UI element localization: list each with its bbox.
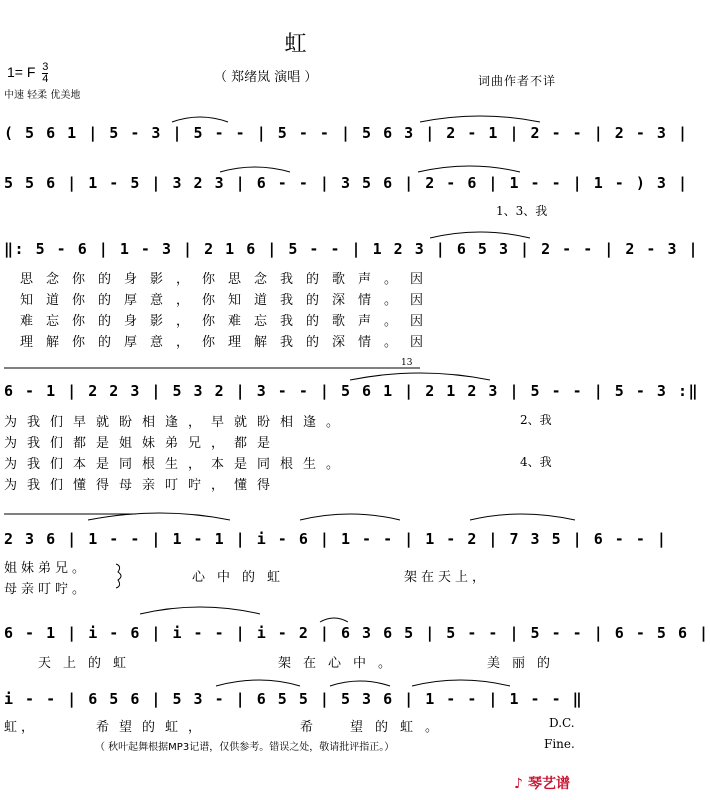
lyrics-a-3: 难忘你的身影，你难忘我的歌声。因 [20,314,437,329]
lyrics-c-right-1: 心中的虹 [192,570,293,585]
tie-4 [418,166,520,172]
tie-6 [300,514,400,520]
credit-line: 词曲作者不详 [478,74,557,88]
logo-text: 琴艺谱 [528,776,571,792]
lyrics-c-1: 姐妹弟兄。 [4,561,90,576]
tie-2 [420,116,540,122]
tempo-marking: 中速 轻柔 优美地 [4,90,81,101]
tie-3 [220,167,290,172]
fine-marking: Fine. [544,737,575,751]
lyrics-b-2: 为我们都是姐妹弟兄，都是 [4,436,281,451]
lyrics-e-1: 虹， [4,720,39,735]
slur-1 [350,373,490,380]
lyrics-a-1: 思念你的身影，你思念我的歌声。因 [20,272,437,287]
lyrics-b-tail-2: 4、我 [520,455,552,469]
notation-row-6: 6 - 1 | i - 6 | i - - | i - 2 | 6 3 6 5 | 5 - - | 5 - - | 6 - 5 6 | [4,624,710,642]
notation-row-5: 2 3 6 | 1 - - | 1 - 1 | i - 6 | 1 - - | 1 - 2 | 7 3 5 | 6 - - | [4,530,668,548]
lyrics-a-2: 知道你的厚意，你知道我的深情。因 [20,293,437,308]
lyrics-c-2: 母亲叮咛。 [4,582,90,597]
slur-6 [330,681,390,686]
lyrics-b-4: 为我们懂得母亲叮咛，懂得 [4,478,281,493]
lyrics-e-2: 希望的虹， [96,720,212,735]
notation-row-1: ( 5 6 1 | 5 - 3 | 5 - - | 5 - - | 5 6 3 | 2 - 1 | 2 - - | 2 - 3 | [4,124,689,142]
key-label: 1= F [7,64,36,81]
singer-line: （ 郑绪岚 演唱 ） [214,70,318,85]
tie-5 [430,232,530,238]
slur-4 [320,618,348,622]
dc-marking: D.C. [549,716,575,730]
tie-7 [140,607,260,614]
verse-marker: 1、3、我 [496,204,548,218]
logo-icon: ♪ [514,776,523,792]
tie-1 [172,117,228,122]
lyrics-e-4: 望的虹。 [350,720,451,735]
tie-8 [412,680,510,686]
lyrics-e-3: 希 [300,720,327,735]
lyrics-a-4: 理解你的厚意，你理解我的深情。因 [20,335,437,350]
notation-row-3: ‖: 5 - 6 | 1 - 3 | 2 1 6 | 5 - - | 1 2 3 | 6 5 3 | 2 - - | 2 - 3 | [4,240,700,258]
lyrics-b-tail-1: 2、我 [520,413,552,427]
notation-row-4: 6 - 1 | 2 2 3 | 5 3 2 | 3 - - | 5 6 1 | 2 1 2 3 | 5 - - | 5 - 3 :‖ [4,382,700,400]
slur-5 [216,680,300,686]
notation-row-7: i - - | 6 5 6 | 5 3 - | 6 5 5 | 5 3 6 | 1 - - | 1 - - ‖ [4,690,584,708]
lyrics-b-1: 为我们早就盼相逢，早就盼相逢。 [4,415,350,430]
lyric-brace [116,564,121,588]
lyrics-d-3: 美丽的 [487,656,563,671]
lyrics-d-1: 天上的虹 [38,656,139,671]
lyrics-d-2: 架在心中。 [278,656,404,671]
lyrics-c-right-2: 架在天上， [404,570,490,585]
time-numerator: 3 [42,61,49,73]
lyrics-b-3: 为我们本是同根生，本是同根生。 [4,457,350,472]
slur-3 [470,514,575,520]
notation-row-2: 5 5 6 | 1 - 5 | 3 2 3 | 6 - - | 3 5 6 | 2 - 6 | 1 - - | 1 - ) 3 | [4,174,689,192]
time-denominator: 4 [42,73,49,85]
footnote: （ 秋叶起舞根据MP3记谱，仅供参考。错误之处，敬请批评指正。） [95,742,395,753]
song-title: 虹 [284,32,307,57]
bar-number: 13 [401,358,413,368]
